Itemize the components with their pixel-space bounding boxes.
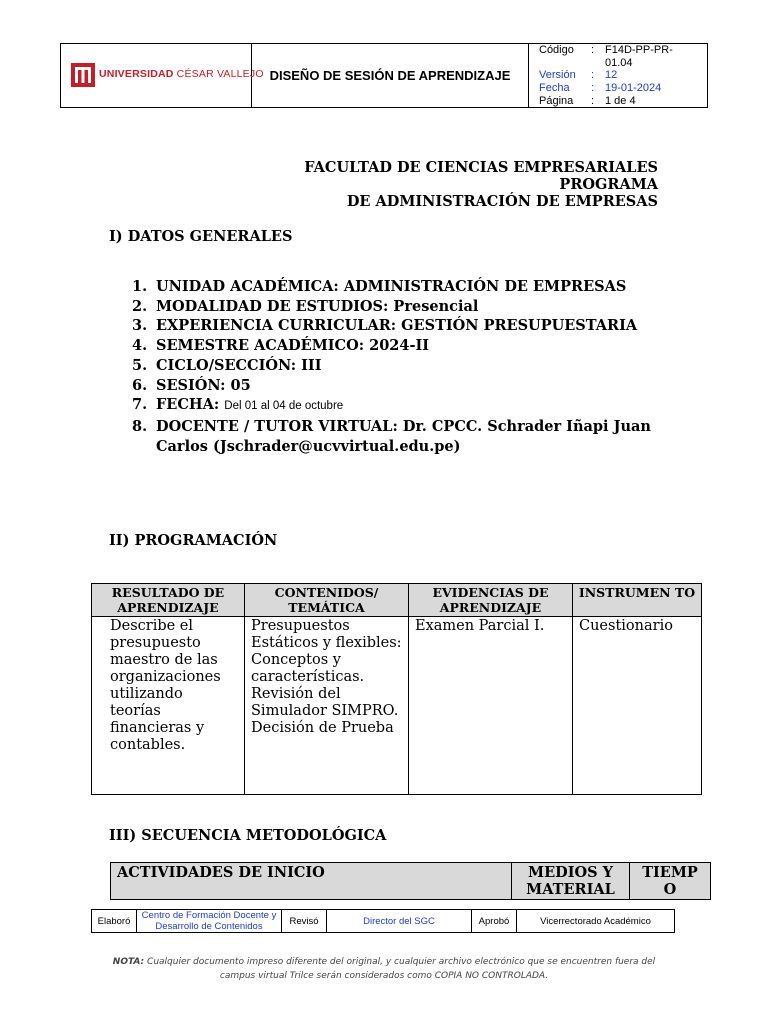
section-title-general-data: I) DATOS GENERALES bbox=[109, 228, 293, 245]
document-meta: Código : F14D-PP-PR-01.04 Versión : 12 Fecha : 19-01-2024 Página : 1 de 4 bbox=[539, 44, 673, 107]
table-cell: Director del SGC bbox=[327, 910, 472, 933]
column-header: CONTENIDOS/ TEMÁTICA bbox=[245, 584, 409, 617]
list-item: 5. CICLO/SECCIÓN: III bbox=[132, 356, 322, 374]
university-logo-text: UNIVERSIDAD CÉSAR VALLEJO bbox=[99, 68, 264, 80]
column-header: TIEMP O bbox=[630, 863, 711, 900]
general-data-list bbox=[132, 277, 662, 456]
logo-cell bbox=[61, 44, 264, 107]
table-cell: Cuestionario bbox=[573, 617, 702, 795]
list-item: 8. DOCENTE / TUTOR VIRTUAL: Dr. CPCC. Schrader Iñapi Juan Carlos (Jschrader@ucvvirtual.edu.pe) bbox=[132, 417, 651, 455]
list-item: 7. FECHA: Del 01 al 04 de octubre bbox=[132, 396, 344, 414]
table-row bbox=[92, 617, 702, 795]
session-date: Del 01 al 04 de octubre bbox=[224, 400, 344, 413]
table-cell: Presupuestos Estáticos y flexibles: Conceptos y características. Revisión del Simulador SIMPRO. Decisión de Prueba bbox=[245, 617, 409, 795]
methodology-table bbox=[110, 862, 711, 900]
table-cell: Revisó bbox=[282, 910, 327, 933]
column-header: ACTIVIDADES DE INICIO bbox=[111, 863, 512, 900]
column-header: INSTRUMEN TO bbox=[573, 584, 702, 617]
university-logo-icon bbox=[71, 63, 95, 87]
faculty-line-2: PROGRAMA bbox=[559, 176, 658, 193]
column-header: MEDIOS Y MATERIAL bbox=[512, 863, 630, 900]
document-header bbox=[60, 43, 708, 108]
table-cell: Aprobó bbox=[472, 910, 517, 933]
footer-note bbox=[100, 955, 668, 983]
table-header-row bbox=[92, 584, 702, 617]
table-cell: Vicerrectorado Académico bbox=[517, 910, 675, 933]
programming-table bbox=[91, 583, 702, 795]
table-cell: Elaboró bbox=[92, 910, 137, 933]
list-item: 3. EXPERIENCIA CURRICULAR: GESTIÓN PRESUPUESTARIA bbox=[132, 317, 638, 335]
document-title: DISEÑO DE SESIÓN DE APRENDIZAJE bbox=[252, 44, 529, 107]
table-cell: Examen Parcial I. bbox=[409, 617, 573, 795]
table-cell: Describe el presupuesto maestro de las organizaciones utilizando teorías financieras y contables. bbox=[92, 617, 245, 795]
list-item: 6. SESIÓN: 05 bbox=[132, 376, 251, 394]
faculty-line-1: FACULTAD DE CIENCIAS EMPRESARIALES bbox=[304, 159, 658, 176]
column-header: EVIDENCIAS DE APRENDIZAJE bbox=[409, 584, 573, 617]
section-title-methodology: III) SECUENCIA METODOLÓGICA bbox=[109, 827, 387, 844]
table-row bbox=[92, 910, 675, 933]
note-text: Cualquier documento impreso diferente del original, y cualquier archivo electrónico que se encuentren fuera del campus virtual Trilce serán considerados como COPIA NO CONTROLADA. bbox=[147, 957, 656, 981]
faculty-line-3: DE ADMINISTRACIÓN DE EMPRESAS bbox=[346, 193, 658, 210]
list-item: 4. SEMESTRE ACADÉMICO: 2024-II bbox=[132, 337, 430, 355]
column-header: RESULTADO DE APRENDIZAJE bbox=[92, 584, 245, 617]
list-item: 2. MODALIDAD DE ESTUDIOS: Presencial bbox=[132, 297, 479, 315]
approval-table bbox=[91, 909, 675, 933]
table-cell: Centro de Formación Docente y Desarrollo de Contenidos bbox=[137, 910, 282, 933]
table-header-row bbox=[111, 863, 711, 900]
note-label: NOTA: bbox=[112, 957, 145, 967]
section-title-programming: II) PROGRAMACIÓN bbox=[109, 532, 278, 549]
list-item: 1. UNIDAD ACADÉMICA: ADMINISTRACIÓN DE EMPRESAS bbox=[132, 278, 627, 295]
